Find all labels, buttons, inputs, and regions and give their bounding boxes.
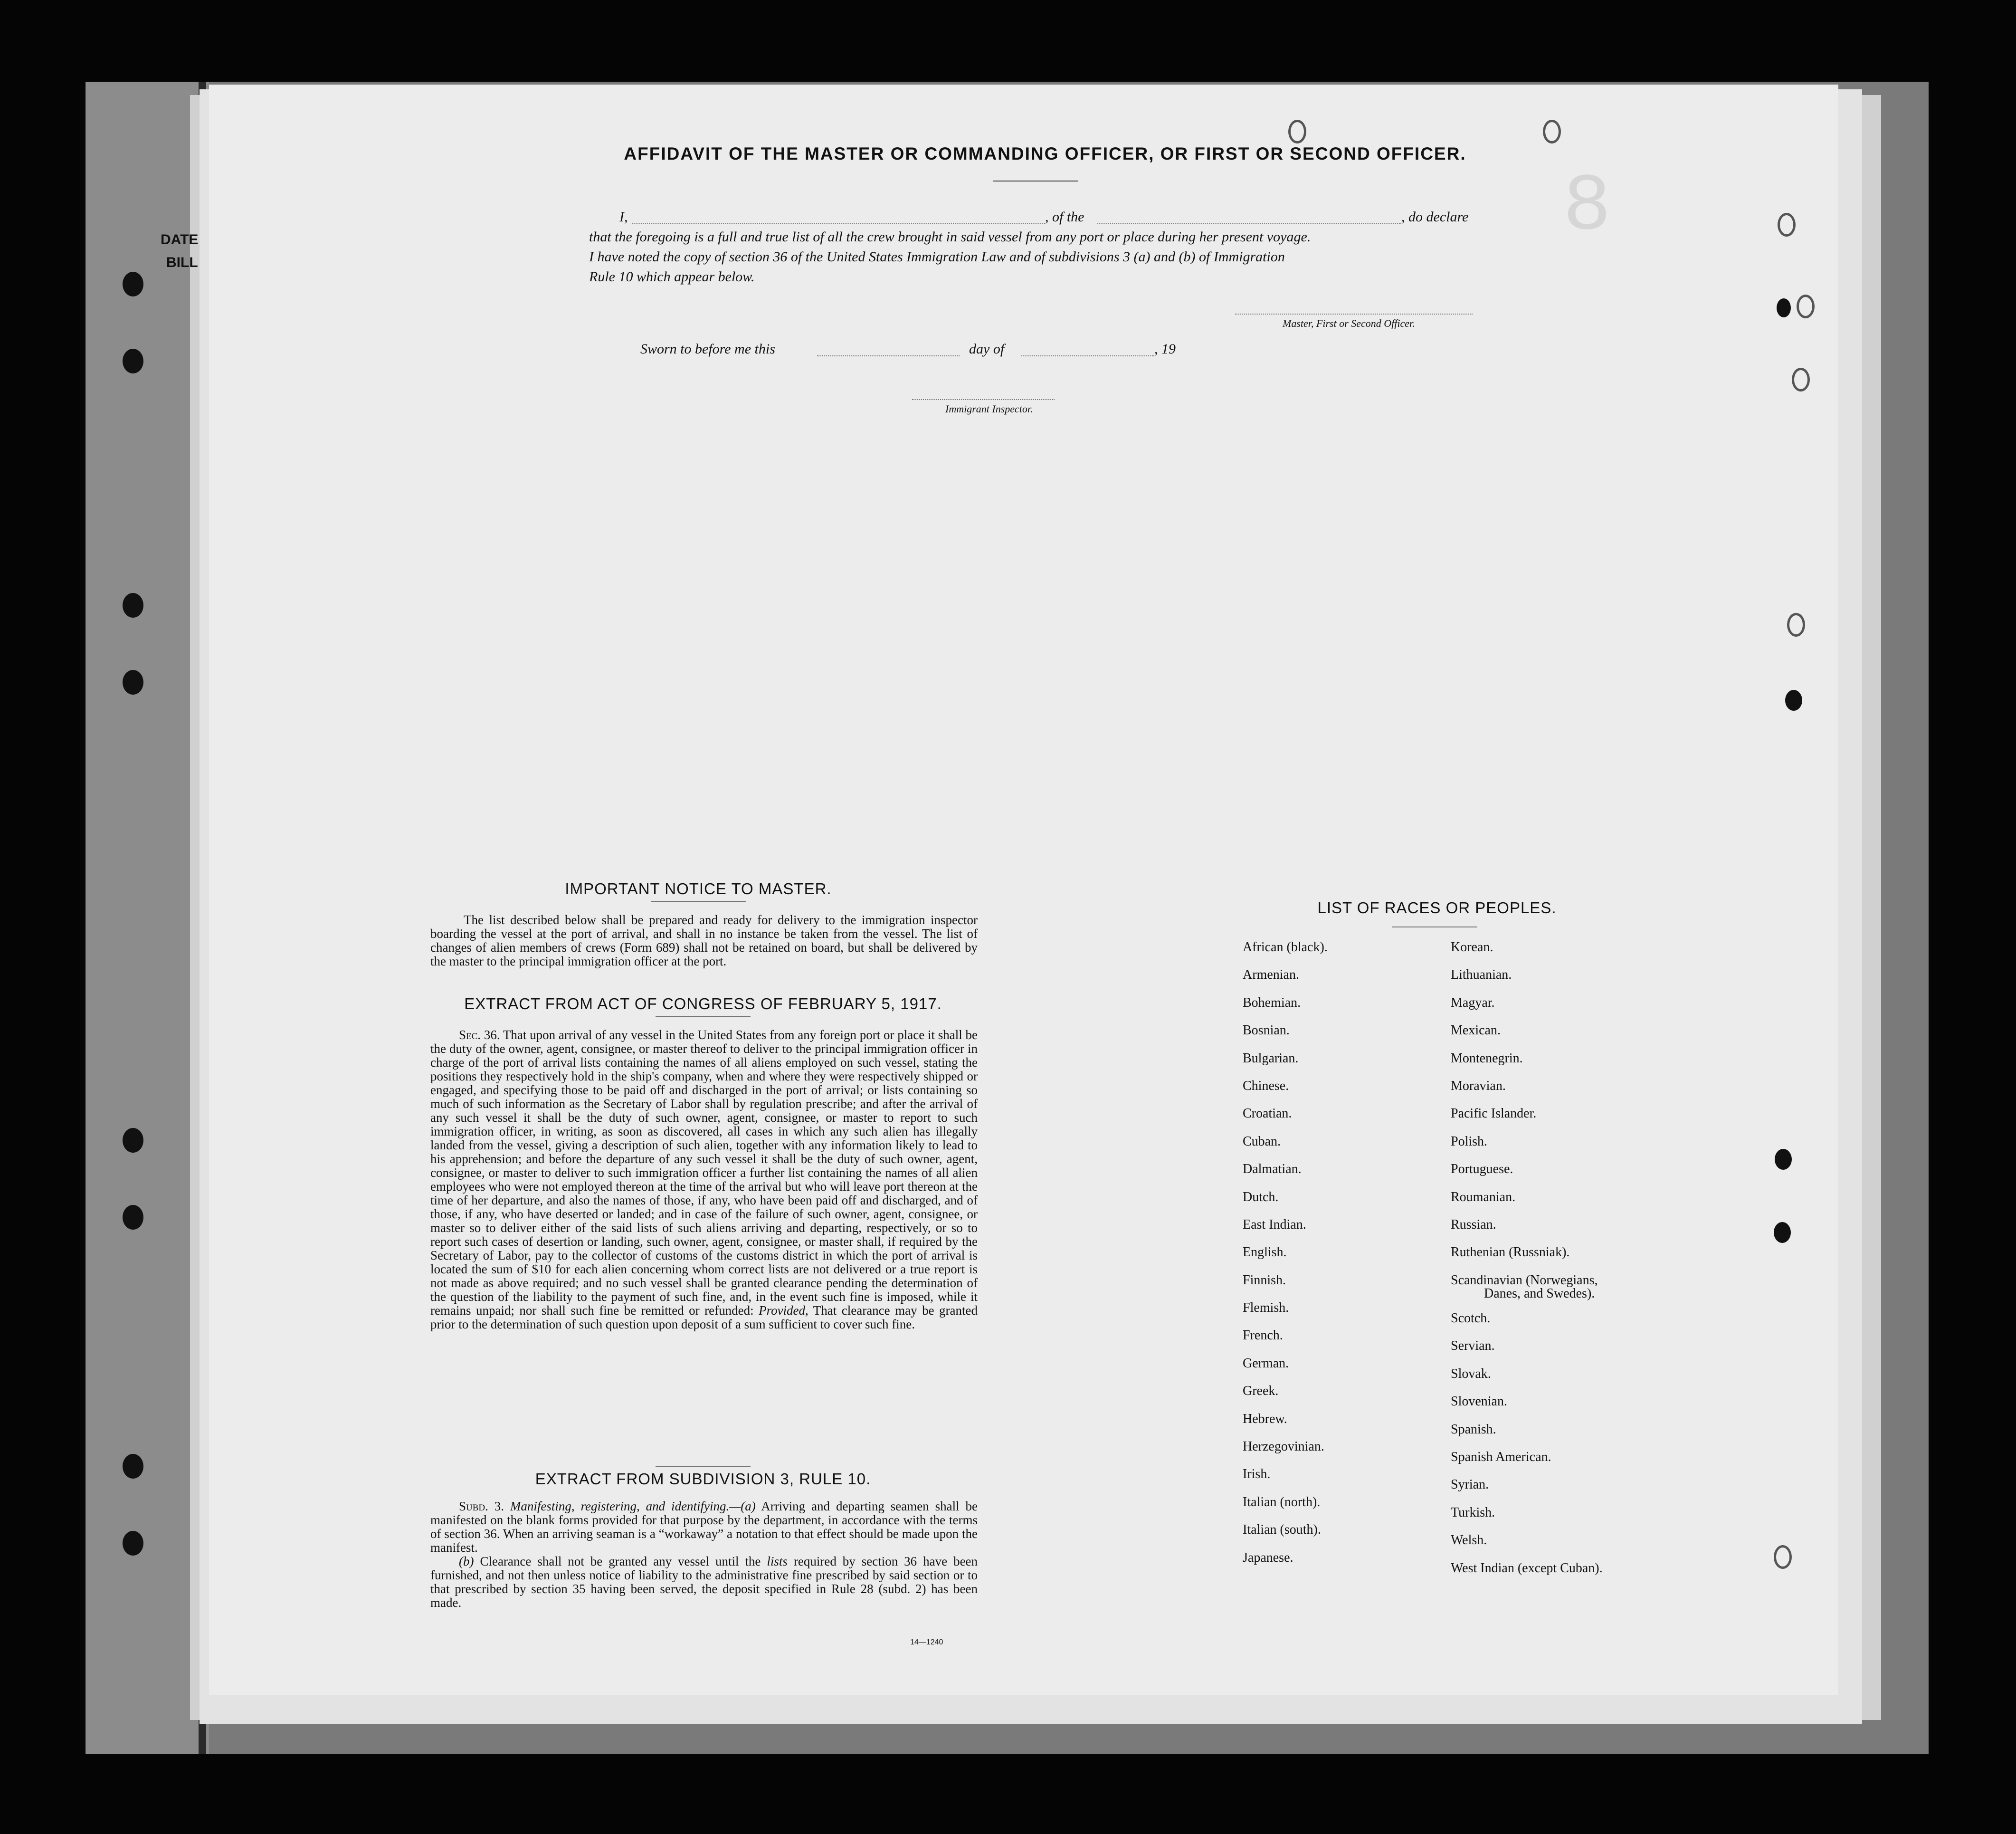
race-item: Magyar. — [1451, 995, 1495, 1010]
margin-stamp: DATE — [161, 232, 199, 248]
race-item: Bulgarian. — [1243, 1051, 1299, 1066]
race-item: Lithuanian. — [1451, 967, 1512, 983]
race-item-continuation: Danes, and Swedes). — [1484, 1286, 1595, 1301]
race-item: German. — [1243, 1356, 1289, 1371]
sworn-text: Sworn to before me this — [640, 341, 775, 357]
affidavit-title: AFFIDAVIT OF THE MASTER OR COMMANDING OFFICER, OR FIRST OR SECOND OFFICER. — [624, 144, 1466, 163]
para-b-text: required by section 36 have been furnished, and not then unless notice of liability to the administrative fine prescribed by said section or to that prescribed by section 35 having been served, the deposit specified in Rule 28 (subd. 2) has been made. — [430, 1554, 978, 1610]
binder-hole — [123, 1128, 143, 1153]
race-item: Mexican. — [1451, 1023, 1501, 1038]
act-section-36-body — [430, 1028, 978, 1331]
race-item: Welsh. — [1451, 1533, 1487, 1548]
rule-body — [430, 1500, 978, 1610]
affidavit-of-the: , of the — [1045, 209, 1084, 225]
race-item: East Indian. — [1243, 1217, 1306, 1232]
proviso-text: That clearance may be granted prior to the determination of such question upon deposit of a sum sufficient to cover such fine. — [430, 1303, 978, 1331]
race-item: Russian. — [1451, 1217, 1496, 1232]
race-item: Ruthenian (Russniak). — [1451, 1245, 1570, 1260]
para-b-label: (b) — [459, 1554, 474, 1568]
proviso-label: Provided, — [759, 1303, 808, 1318]
race-item: Cuban. — [1243, 1134, 1281, 1149]
notice-body: The list described below shall be prepared and ready for delivery to the immigration inspector boarding the vessel at the port of arrival, and shall in no instance be taken from the vessel. The list of changes of alien members of crews (Form 689) shall not be retained on board, but shall be delivered by the master to the principal immigration officer at the port. — [430, 913, 978, 968]
inspector-caption: Immigrant Inspector. — [945, 403, 1033, 415]
binder-hole — [123, 272, 143, 296]
punch-ring — [1778, 213, 1796, 237]
punch-ring — [1787, 613, 1805, 637]
binder-hole — [1775, 1149, 1792, 1170]
punch-ring — [1288, 120, 1306, 143]
subd-title: Manifesting, registering, and identifying. — [510, 1499, 730, 1513]
race-item: Greek. — [1243, 1384, 1279, 1399]
form-code: 14—1240 — [910, 1638, 943, 1646]
race-item: Portuguese. — [1451, 1162, 1513, 1177]
race-item: Slovenian. — [1451, 1394, 1507, 1409]
races-column-1 — [1243, 940, 1328, 1578]
affidavit-line-2: that the foregoing is a full and true list of all the crew brought in said vessel from any port or place during her present voyage. — [589, 229, 1311, 245]
punch-ring — [1797, 295, 1815, 318]
para-b-lists: lists — [767, 1554, 788, 1568]
race-item: Flemish. — [1243, 1300, 1289, 1316]
subd-label: Subd. 3. — [459, 1499, 504, 1513]
binder-hole — [123, 1205, 143, 1230]
affidavit-line-4: Rule 10 which appear below. — [589, 269, 755, 285]
race-item: Irish. — [1243, 1467, 1271, 1482]
name-blank — [632, 223, 1045, 224]
heading-underline — [656, 1016, 751, 1017]
race-item: Turkish. — [1451, 1505, 1495, 1520]
race-item: Hebrew. — [1243, 1411, 1287, 1426]
race-item: Chinese. — [1243, 1078, 1289, 1093]
affidavit-declare: , do declare — [1401, 209, 1469, 225]
heading-overline — [656, 1466, 751, 1467]
section-label: Sec. 36. — [459, 1028, 500, 1042]
affidavit-i: I, — [619, 209, 628, 225]
heading-underline — [651, 901, 746, 902]
race-item: English. — [1243, 1245, 1287, 1260]
race-item: West Indian (except Cuban). — [1451, 1560, 1603, 1576]
race-item: Montenegrin. — [1451, 1051, 1523, 1066]
para-a-text: Arriving and departing seamen shall be manifested on the blank forms provided for that purpose by the department, in accordance with the terms of section 36. When an arriving seaman is a “workaway” a notation to that effect should be made upon the manifest. — [430, 1499, 978, 1555]
race-item: Korean. — [1451, 940, 1493, 955]
race-item: Spanish American. — [1451, 1450, 1551, 1465]
binder-hole — [123, 349, 143, 373]
subd-a-paragraph — [430, 1500, 978, 1555]
para-b-text: Clearance shall not be granted any vessel until the — [480, 1554, 761, 1568]
race-item: Moravian. — [1451, 1078, 1506, 1093]
race-item: Bosnian. — [1243, 1023, 1290, 1038]
punch-ring — [1543, 120, 1561, 143]
race-item: Japanese. — [1243, 1550, 1293, 1565]
punch-ring — [1792, 368, 1810, 392]
signature-blank — [1235, 314, 1473, 315]
day-of-text: day of — [969, 341, 1005, 357]
subd-b-paragraph — [430, 1555, 978, 1610]
race-item: Spanish. — [1451, 1422, 1496, 1437]
race-item: Servian. — [1451, 1338, 1495, 1354]
vessel-blank — [1097, 223, 1401, 224]
race-item: Syrian. — [1451, 1477, 1489, 1492]
races-heading: LIST OF RACES OR PEOPLES. — [1317, 899, 1557, 917]
race-item: African (black). — [1243, 940, 1328, 955]
binder-hole — [1777, 298, 1791, 317]
inspector-blank — [912, 399, 1055, 400]
race-item: Croatian. — [1243, 1106, 1292, 1121]
punch-ring — [1774, 1545, 1792, 1569]
sworn-day-blank — [817, 355, 960, 356]
race-item: Slovak. — [1451, 1366, 1491, 1381]
binder-hole — [1774, 1222, 1791, 1243]
race-item: Dalmatian. — [1243, 1162, 1302, 1177]
races-column-2 — [1451, 940, 1603, 1578]
affidavit-line-3: I have noted the copy of section 36 of the United States Immigration Law and of subdivisions 3 (a) and (b) of Immigration — [589, 249, 1285, 265]
race-item: Scotch. — [1451, 1311, 1491, 1326]
month-blank — [1021, 355, 1154, 356]
rule-heading: EXTRACT FROM SUBDIVISION 3, RULE 10. — [535, 1470, 871, 1488]
binder-hole — [123, 593, 143, 618]
margin-stamp: BILL — [166, 255, 198, 270]
race-item: Polish. — [1451, 1134, 1488, 1149]
race-item: Herzegovinian. — [1243, 1439, 1324, 1454]
race-item: Dutch. — [1243, 1189, 1279, 1204]
section-36-text: That upon arrival of any vessel in the United States from any foreign port or place it shall be the duty of the owner, agent, consignee, or master thereof to deliver to the principal immigration officer in charge of the port of arrival lists containing the names of all aliens employed on such vessel, stating the positions they respectively hold in the ship's company, when and where they were respectively shipped or engaged, and specifying those to be paid off and discharged in the port of arrival; or lists containing so much of such information as the Secretary of Labor shall by regulation prescribe; and after the arrival of any such vessel it shall be the duty of such owner, agent, consignee, or master to report to such immigration officer, in writing, as soon as discovered, all cases in which any such alien has illegally landed from the vessel, giving a description of such alien, together with any information likely to lead to his apprehension; and before the departure of any such vessel it shall be the duty of such owner, agent, consignee, or master to deliver to such immigration officer a further list containing the names of all alien employees who were not employed thereon at the time of the arrival but who will leave port thereon at the time of her departure, and also the names of those, if any, who have been paid off and discharged, and of those, if any, who have deserted or landed; and in case of the failure of such owner, agent, consignee, or master so to deliver either of the said lists of such aliens arriving and departing, respectively, or so to report such cases of desertion or landing, such owner, agent, consignee, or master shall, if required by the Secretary of Labor, pay to the collector of customs of the customs district in which the port of arrival is located the sum of $10 for each alien concerning whom correct lists are not delivered or a true report is not made as above required; and no such vessel shall be granted clearance pending the determination of the question of the liability to the payment of such fine, and, in the event such fine is imposed, while it remains unpaid; nor shall such fine be remitted or refunded: — [430, 1028, 978, 1318]
page-number-mark: 8 — [1563, 162, 1612, 253]
race-item: Italian (north). — [1243, 1494, 1321, 1509]
race-item: Italian (south). — [1243, 1522, 1321, 1538]
binder-hole — [123, 1531, 143, 1556]
race-item: Scandinavian (Norwegians, — [1451, 1272, 1598, 1288]
binder-hole — [1785, 690, 1802, 711]
signature-caption: Master, First or Second Officer. — [1283, 317, 1415, 329]
year-text: , 19 — [1154, 341, 1176, 357]
race-item: Finnish. — [1243, 1272, 1286, 1288]
race-item: French. — [1243, 1328, 1283, 1343]
binder-hole — [123, 1454, 143, 1479]
notice-heading: IMPORTANT NOTICE TO MASTER. — [565, 880, 832, 898]
binder-hole — [123, 670, 143, 695]
race-item: Bohemian. — [1243, 995, 1301, 1010]
act-heading: EXTRACT FROM ACT OF CONGRESS OF FEBRUARY 5, 1917. — [464, 995, 942, 1013]
race-item: Pacific Islander. — [1451, 1106, 1537, 1121]
para-a-label: —(a) — [729, 1499, 756, 1513]
race-item: Armenian. — [1243, 967, 1299, 983]
race-item: Roumanian. — [1451, 1189, 1516, 1204]
